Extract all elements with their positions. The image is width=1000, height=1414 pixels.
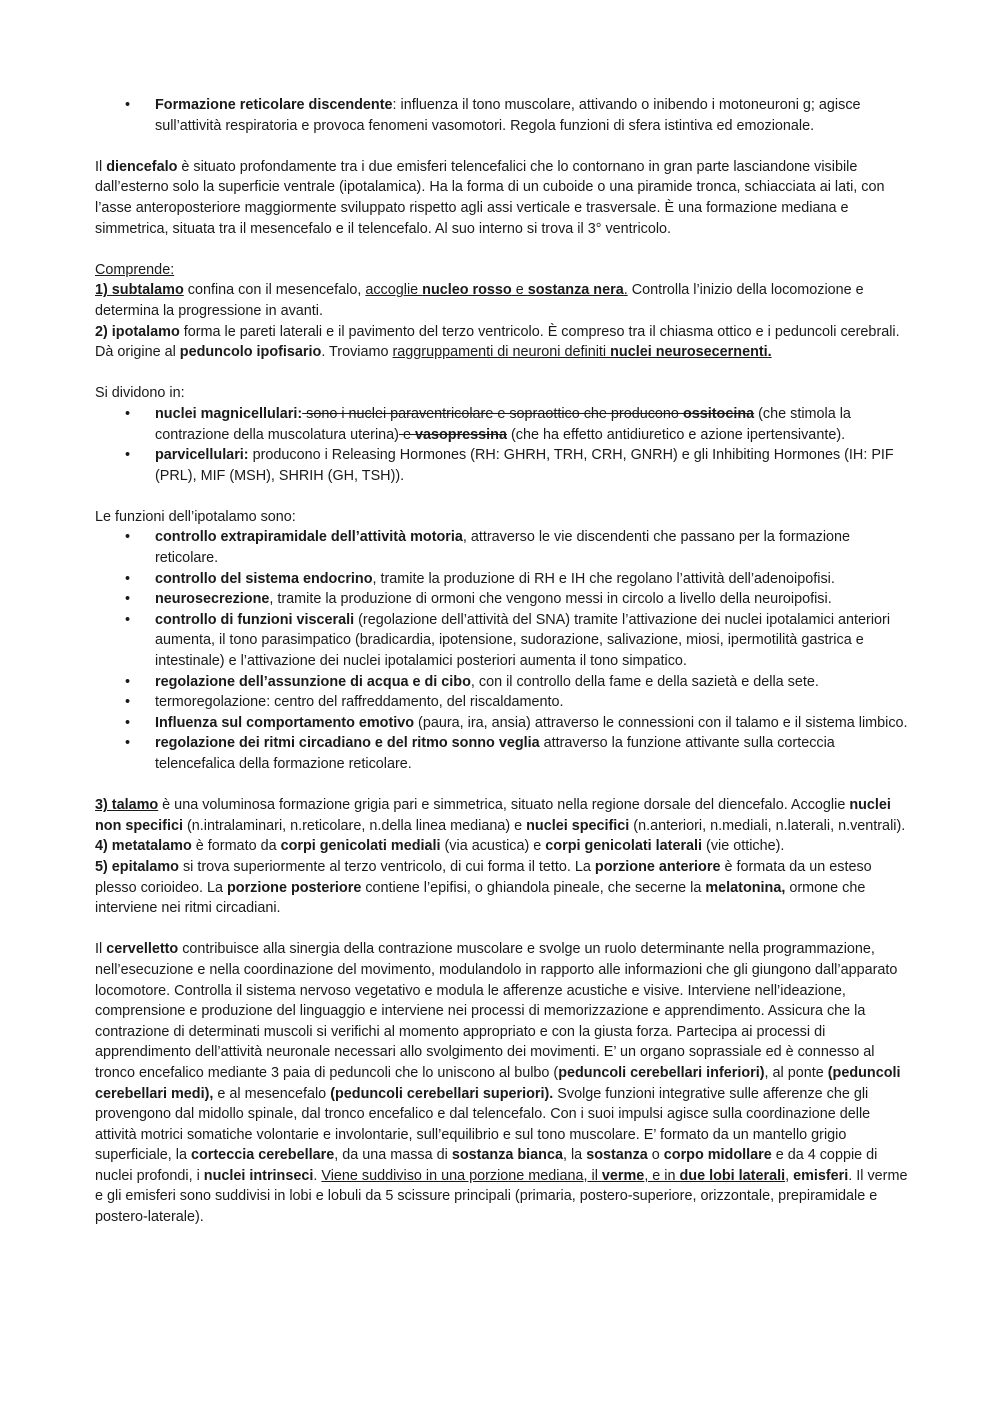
subtalamo-paragraph: 1) subtalamo confina con il mesencefalo, accoglie nucleo rosso e sostanza nera. Controlla l’inizio della locomozione e determina la progressione in avanti. bbox=[95, 282, 864, 319]
comprende-heading: Comprende: bbox=[95, 261, 175, 278]
bullet-icon: • bbox=[125, 735, 131, 752]
bullet-icon: • bbox=[125, 570, 131, 587]
epitalamo-paragraph: 5) epitalamo si trova superiormente al terzo ventricolo, di cui forma il tetto. La porzione anteriore è formata da un esteso plesso corioideo. La porzione posteriore contiene l’epifisi, o ghiandola pineale, che secerne la melatonina, ormone che interviene nei ritmi circadiani. bbox=[95, 858, 872, 917]
bullet-icon: • bbox=[125, 714, 131, 731]
bullet-icon: • bbox=[125, 405, 131, 422]
nuclei-list bbox=[95, 404, 915, 486]
document-page bbox=[95, 95, 915, 1228]
section-number: 4) metatalamo bbox=[95, 838, 192, 855]
si-dividono-heading: Si dividono in: bbox=[95, 385, 185, 402]
list-item: • controllo extrapiramidale dell’attività motoria, attraverso le vie discendenti che passano per la formazione reticolare. bbox=[125, 529, 851, 567]
bullet-icon: • bbox=[125, 673, 131, 690]
bullet-icon: • bbox=[125, 611, 131, 628]
list-item: • controllo di funzioni viscerali (regolazione dell’attività del SNA) tramite l’attivazione dei nuclei ipotalamici anteriori aumenta, il tono parasimpatico (bradicardia, ipotensione, sudorazione, salivazione, miosi, ipermotilità gastrica e intestinale) e l’attivazione dei nuclei ipotalamici posteriori aumenta il tono simpatico. bbox=[125, 611, 891, 670]
list-item: • neurosecrezione, tramite la produzione di ormoni che vengono messi in circolo a livello della neuroipofisi. bbox=[155, 589, 915, 610]
list-item bbox=[125, 95, 915, 136]
bullet-icon: • bbox=[125, 97, 131, 113]
funzioni-list bbox=[95, 527, 915, 774]
top-bullet-list bbox=[95, 95, 915, 136]
item-text: : influenza il tono muscolare, attivando o inibendo i motoneuroni g; agisce sull’attività respiratoria e provoca fenomeni vasomotori. Regola funzioni di sfera istintiva ed emozionale. bbox=[155, 97, 861, 134]
term: diencefalo bbox=[106, 158, 178, 175]
section-number: 5) epitalamo bbox=[95, 858, 179, 875]
list-item: • Influenza sul comportamento emotivo (paura, ira, ansia) attraverso le connessioni con il talamo e il sistema limbico. bbox=[155, 713, 915, 734]
bullet-icon: • bbox=[125, 694, 131, 711]
metatalamo-paragraph: 4) metatalamo è formato da corpi genicolati mediali (via acustica) e corpi genicolati laterali (vie ottiche). bbox=[95, 838, 785, 855]
term: Formazione reticolare discendente bbox=[155, 97, 393, 113]
cervelletto-paragraph: Il cervelletto contribuisce alla sinergia della contrazione muscolare e svolge un ruolo determinante nella programmazione, nell’esecuzione e nella coordinazione del movimento, modulandolo in rapporto alle informazioni che gli giungono dall’apparato locomotore. Controlla il sistema nervoso vegetativo e modula le afferenze acustiche e visive. Interviene nell’ideazione, comprensione e produzione del linguaggio e interviene nei processi di memorizzazione e apprendimento. Assicura che la contrazione di determinati muscoli si verifichi al momento appropriato e con la giusta forza. Partecipa ai processi di apprendimento dell’attività neuronale necessari allo svolgimento dei movimenti. E’ un organo soprassiale ed è connesso al tronco encefalico mediante 3 paia di peduncoli che lo uniscono al bulbo (peduncoli cerebellari inferiori), al ponte (peduncoli cerebellari medi), e al mesencefalo (peduncoli cerebellari superiori). Svolge funzioni integrative sulle afferenze che gli provengono dal midollo spinale, dal tronco encefalico e dal telencefalo. Con i suoi impulsi agisce sulla coordinazione delle attività motrici somatiche volontarie e involontarie, sull’equilibrio e sul tono muscolare. E’ formato da un mantello grigio superficiale, la corteccia cerebellare, da una massa di sostanza bianca, la sostanza o corpo midollare e da 4 coppie di nuclei profondi, i nuclei intrinseci. Viene suddiviso in una porzione mediana, il verme, e in due lobi laterali, emisferi. Il verme e gli emisferi sono suddivisi in lobi e lobuli da 5 scissure principali (primaria, postero-superiore, orizzontale, prepiramidale e postero-laterale). bbox=[95, 941, 908, 1226]
ipotalamo-paragraph: 2) ipotalamo forma le pareti laterali e il pavimento del terzo ventricolo. È compreso tra il chiasma ottico e i peduncoli cerebrali. Dà origine al peduncolo ipofisario. Troviamo raggruppamenti di neuroni definiti nuclei neurosecernenti. bbox=[95, 323, 900, 361]
list-item: • nuclei magnicellulari: sono i nuclei paraventricolare e sopraottico che producono ossitocina (che stimola la contrazione della muscolatura uterina) e vasopressina (che ha effetto antidiuretico e azione ipertensivante). bbox=[125, 405, 851, 443]
bullet-icon: • bbox=[125, 529, 131, 546]
list-item: • parvicellulari: producono i Releasing Hormones (RH: GHRH, TRH, CRH, GNRH) e gli Inhibiting Hormones (IH: PIF (PRL), MIF (MSH), SHRIH (GH, TSH)). bbox=[125, 447, 894, 484]
list-item: • regolazione dei ritmi circadiano e del ritmo sonno veglia attraverso la funzione attivante sulla corteccia telencefalica della formazione reticolare. bbox=[125, 735, 835, 772]
diencefalo-paragraph: Il diencefalo è situato profondamente tra i due emisferi telencefalici che lo contornano in gran parte lasciandone visibile dall’esterno solo la superficie ventrale (ipotalamica). Ha la forma di un cuboide o una piramide tronca, schiacciata ai lati, con l’asse anteroposteriore maggiormente sviluppato rispetto agli assi verticale e trasversale. È una formazione mediana e simmetrica, situata tra il mesencefalo e il telencefalo. Al suo interno si trova il 3° ventricolo. bbox=[95, 158, 885, 237]
section-number: 3) talamo bbox=[95, 797, 159, 814]
section-number: 1) subtalamo bbox=[95, 282, 184, 299]
bullet-icon: • bbox=[125, 591, 131, 608]
section-number: 2) ipotalamo bbox=[95, 323, 180, 340]
bullet-icon: • bbox=[125, 447, 131, 464]
talamo-paragraph: 3) talamo è una voluminosa formazione grigia pari e simmetrica, situato nella regione dorsale del diencefalo. Accoglie nuclei non specifici (n.intralaminari, n.reticolare, n.della linea mediana) e nuclei specifici (n.anteriori, n.mediali, n.laterali, n.ventrali). bbox=[95, 797, 906, 834]
list-item: • controllo del sistema endocrino, tramite la produzione di RH e IH che regolano l’attività dell’adenoipofisi. bbox=[155, 569, 915, 590]
list-item: • termoregolazione: centro del raffreddamento, del riscaldamento. bbox=[155, 692, 915, 713]
funzioni-heading: Le funzioni dell’ipotalamo sono: bbox=[95, 508, 296, 525]
list-item: • regolazione dell’assunzione di acqua e di cibo, con il controllo della fame e della sazietà e della sete. bbox=[155, 672, 915, 693]
